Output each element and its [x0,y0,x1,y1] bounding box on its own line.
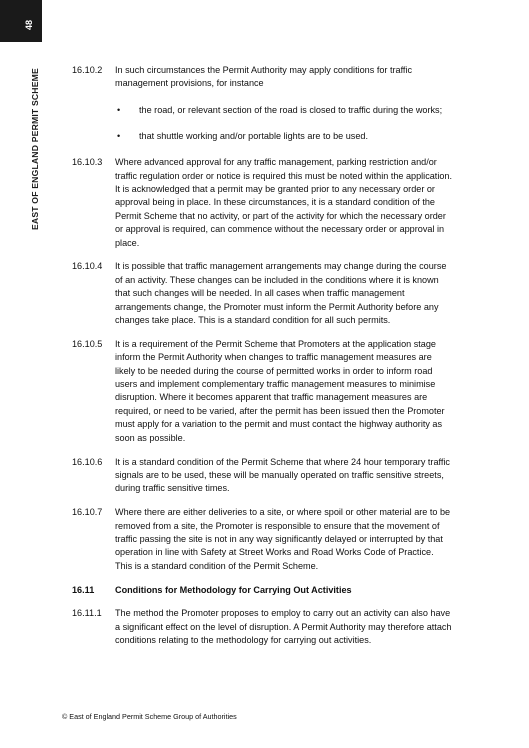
paragraph-number: 16.10.5 [72,338,103,349]
side-running-title: EAST OF ENGLAND PERMIT SCHEME [30,68,40,230]
bullet-list [115,100,452,146]
document-body [72,64,452,658]
paragraph-text: Where there are either deliveries to a site, or where spoil or other material are to be removed from a site, the Promoter is responsible to ensure that the movement of traffic passing the site is not in any way significantly delayed or interrupted by that operation in line with Safety at Street Works and Road Works Code of Practice. This is a standard condition of the Permit Scheme. [115,507,451,571]
section-heading-16-11 [72,584,452,597]
bullet-icon: • [117,130,121,141]
page-number: 48 [24,19,34,30]
paragraph-number: 16.10.2 [72,65,103,75]
paragraph-16-10-2 [72,64,452,146]
paragraph-16-11-1 [72,607,452,647]
paragraph-number: 16.10.6 [72,456,103,467]
list-item-text: the road, or relevant section of the road is closed to traffic during the works; [139,104,443,115]
paragraph-number: 16.11.1 [72,608,102,619]
paragraph-text: It is possible that traffic management arrangements may change during the course of an activity. These changes can be included in the conditions where it is known that such changes will be needed. In all cases when traffic management arrangements change, the Promoter must inform the Permit Authority before any changes take place. This is a standard condition for all such permits. [115,261,447,326]
paragraph-16-10-3 [72,156,452,250]
page-number-tab [0,0,42,42]
paragraph-16-10-4 [72,260,452,327]
list-item [115,126,452,146]
paragraph-number: 16.10.3 [72,157,103,168]
page-footer: © East of England Permit Scheme Group of Authorities [62,712,237,721]
paragraph-text: Where advanced approval for any traffic management, parking restriction and/or traffic regulation order or notice is required this must be noted within the application. It is acknowledged that a permit may be granted prior to any necessary order or approval being in place. In these circumstances, it is a standard condition of the Permit Scheme that no activity, or part of the activity for which the necessary order or approval is required, can commence without the necessary order or approval in place. [115,157,452,248]
paragraph-text: It is a standard condition of the Permit Scheme that where 24 hour temporary traffic signals are to be used, these will be manually operated on traffic sensitive streets, during traffic sensitive times. [115,456,450,494]
paragraph-16-10-7 [72,506,452,573]
bullet-icon: • [117,104,121,115]
paragraph-16-10-6 [72,456,452,496]
list-item [115,100,452,120]
paragraph-number: 16.10.4 [72,261,103,272]
section-title: Conditions for Methodology for Carrying Out Activities [115,584,352,595]
section-number: 16.11 [72,584,95,595]
paragraph-text: The method the Promoter proposes to employ to carry out an activity can also have a significant effect on the level of disruption. A Permit Authority may therefore attach conditions relating to the methodology for carrying out activities. [115,608,452,646]
paragraph-text: It is a requirement of the Permit Scheme that Promoters at the application stage inform the Permit Authority when changes to traffic management measures are likely to be needed during the course of permitted works in order to inform road users and implement complementary traffic management measures to minimise disruption. Where it becomes apparent that traffic management measures are required, or need to be varied, after the permit has been issued then the Promoter must apply for a variation to the permit and must contact the highway authority as soon as possible. [115,338,445,443]
paragraph-16-10-5 [72,338,452,445]
paragraph-number: 16.10.7 [72,507,103,518]
list-item-text: that shuttle working and/or portable lights are to be used. [139,130,368,141]
paragraph-text: In such circumstances the Permit Authority may apply conditions for traffic management provisions, for instance [115,65,413,89]
